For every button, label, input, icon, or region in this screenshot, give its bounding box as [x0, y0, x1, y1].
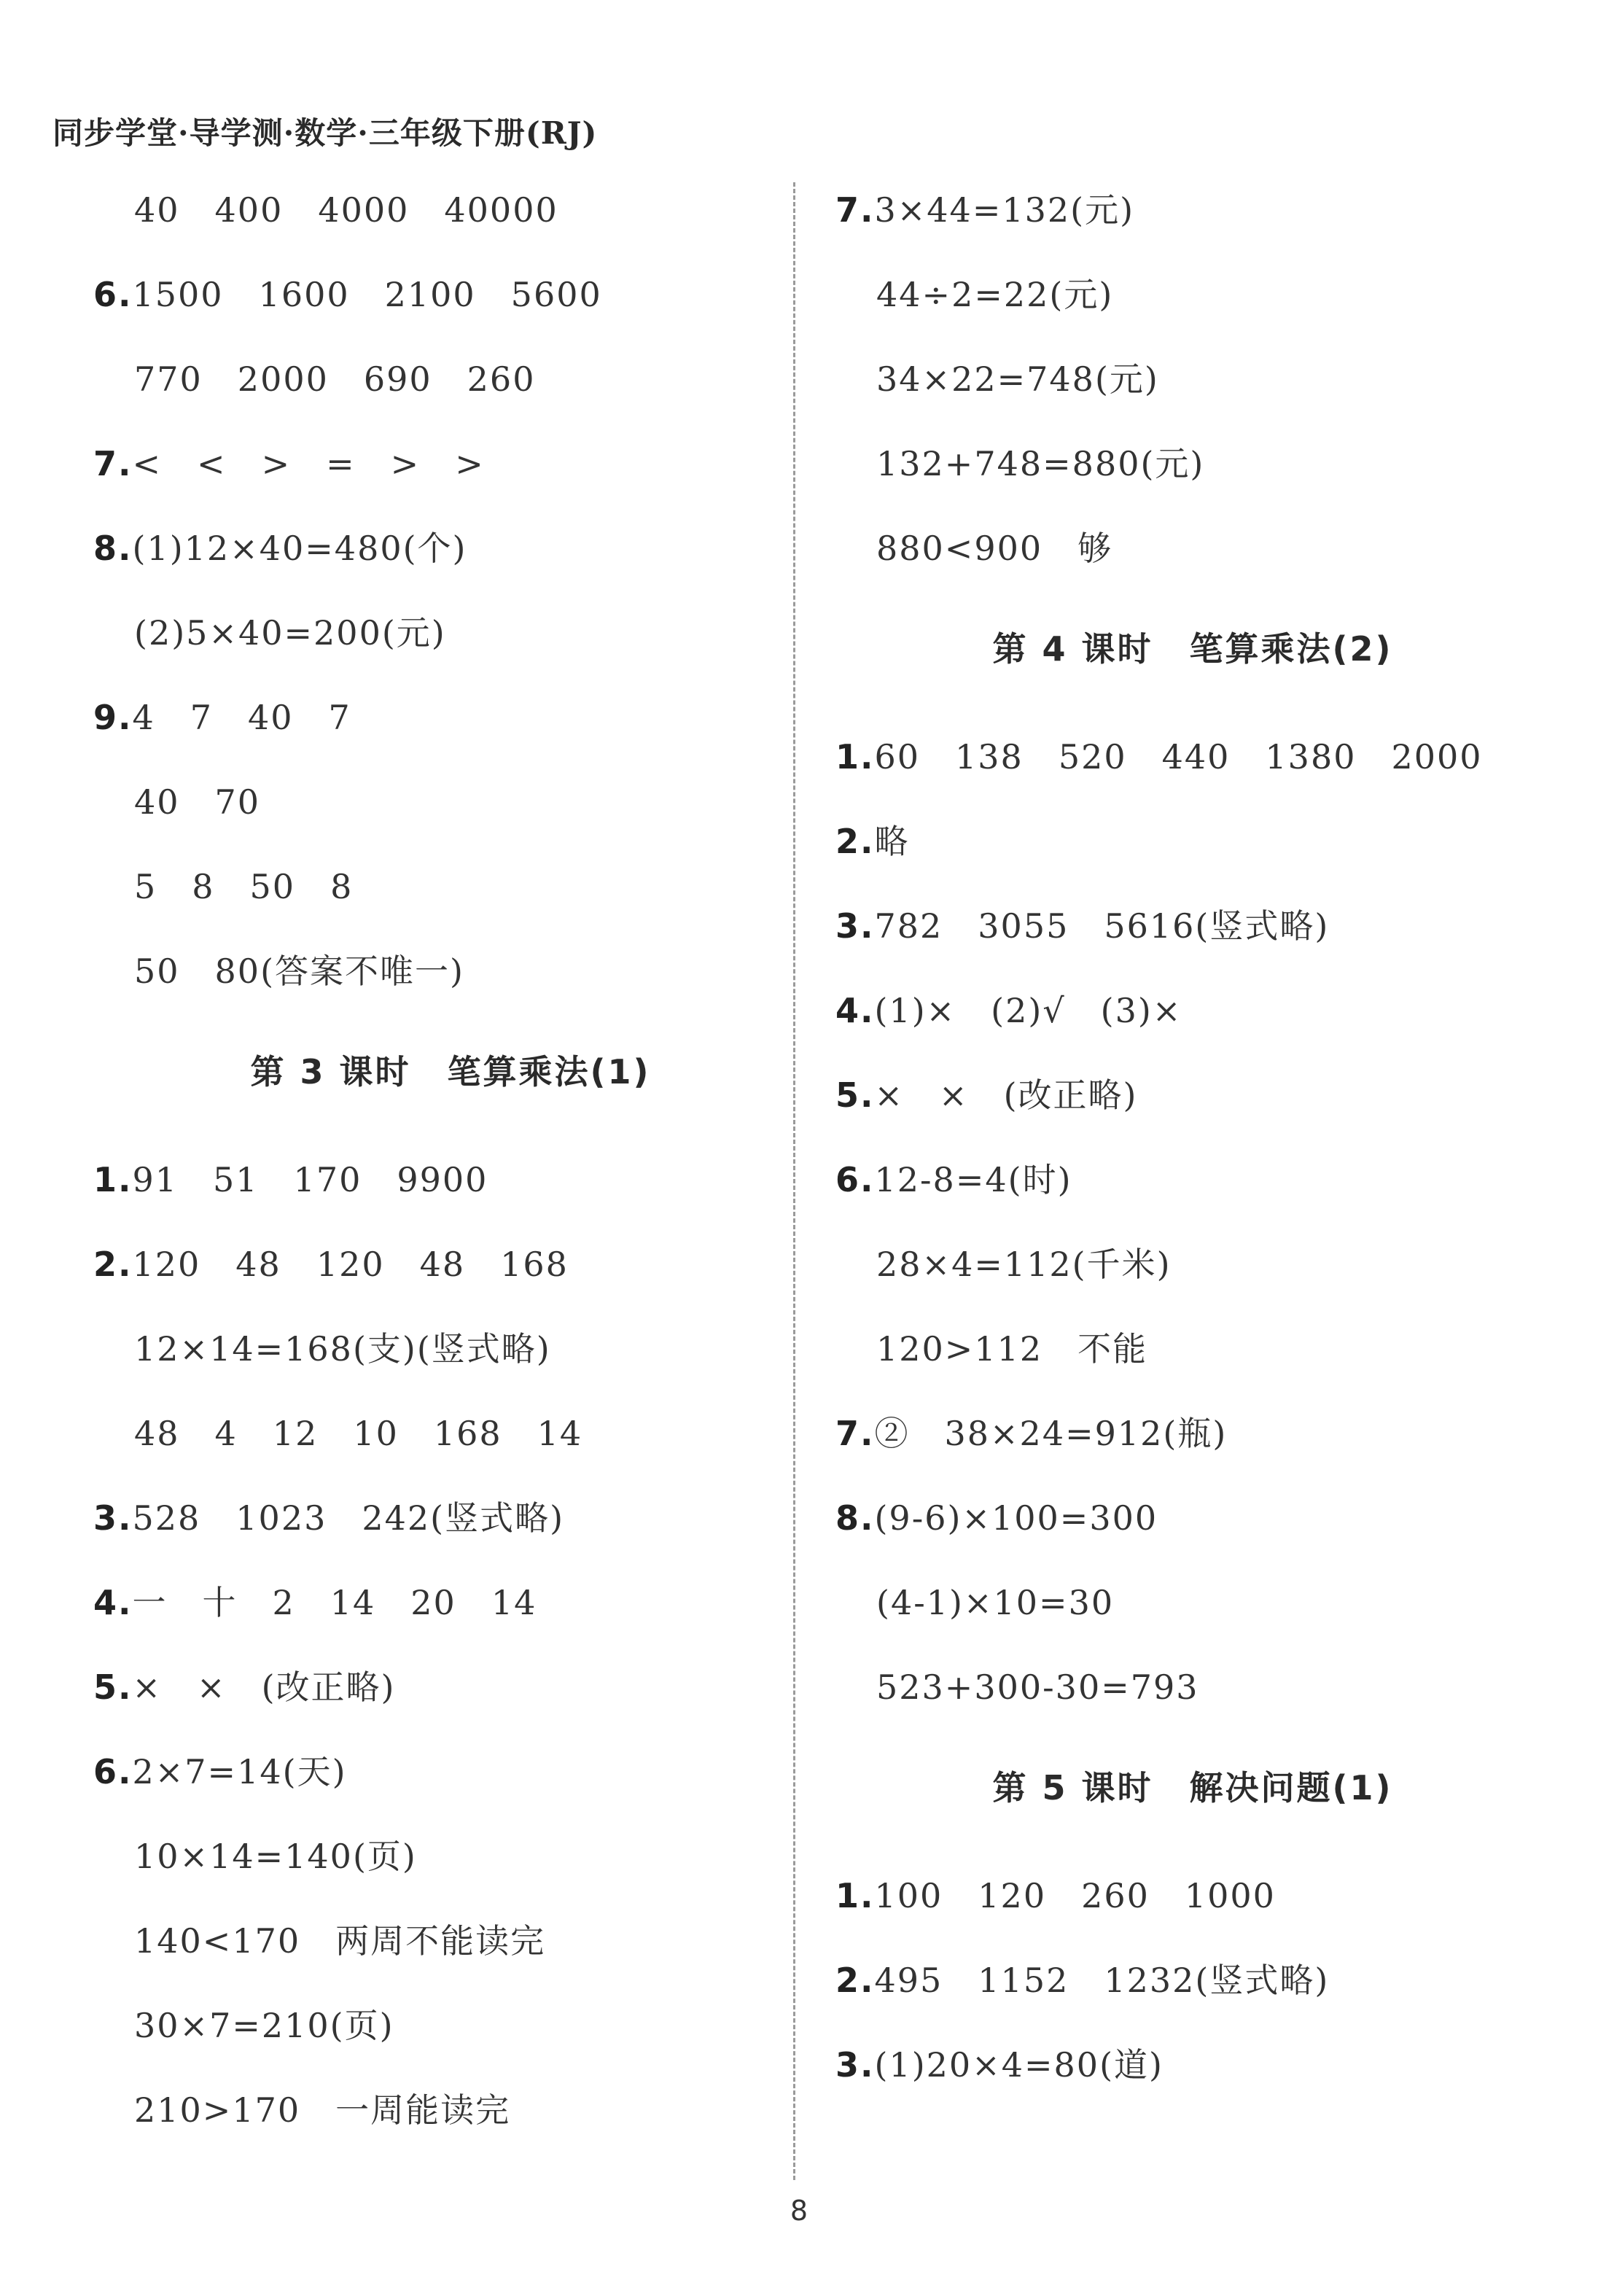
- section-title: 笔算乘法(1): [447, 1052, 651, 1091]
- answer-text: 91 51 170 9900: [132, 1160, 488, 1199]
- answer-text: 40 400 4000 40000: [134, 190, 558, 230]
- answer-line: [93, 1814, 808, 1899]
- answer-text: 528 1023 242(竖式略): [132, 1498, 565, 1538]
- answer-line: [93, 1983, 808, 2068]
- answer-line: [835, 1560, 1550, 1645]
- answer-text: 495 1152 1232(竖式略): [874, 1961, 1330, 2000]
- question-number: 9.: [93, 698, 133, 737]
- answer-line: [835, 715, 1550, 799]
- answer-line: [93, 1391, 808, 1476]
- right-column: [835, 168, 1550, 2107]
- question-number: 1.: [93, 1160, 133, 1199]
- answer-line: [835, 337, 1550, 421]
- answer-text: 523+300-30=793: [876, 1667, 1199, 1707]
- answer-text: 140<170 两周不能读完: [134, 1921, 546, 1961]
- answer-line: [835, 884, 1550, 968]
- answer-line: [835, 2023, 1550, 2107]
- answer-line: [835, 1853, 1550, 1938]
- answer-line: [93, 760, 808, 844]
- answer-text: 40 70: [134, 782, 261, 822]
- answer-text: 1500 1600 2100 5600: [132, 275, 602, 314]
- question-number: 6.: [835, 1160, 875, 1199]
- question-number: 2.: [93, 1245, 133, 1284]
- answer-line: [93, 2068, 808, 2152]
- question-number: 3.: [93, 1498, 133, 1538]
- answer-line: [93, 1307, 808, 1391]
- answer-text: 132+748=880(元): [876, 444, 1205, 483]
- answer-text: 880<900 够: [876, 529, 1113, 568]
- answer-text: 4 7 40 7: [132, 698, 351, 737]
- answer-text: (1)× (2)√ (3)×: [874, 991, 1182, 1030]
- answer-text: 一 十 2 14 20 14: [132, 1583, 537, 1622]
- section-lesson: 第 4 课时: [992, 629, 1153, 669]
- answer-text: (4-1)×10=30: [876, 1583, 1115, 1622]
- answer-text: × × (改正略): [132, 1667, 396, 1707]
- answer-text: 10×14=140(页): [134, 1837, 417, 1876]
- answer-line: [93, 1476, 808, 1560]
- answer-text: 210>170 一周能读完: [134, 2090, 511, 2130]
- left-column: [93, 168, 808, 2152]
- question-number: 7.: [93, 444, 133, 483]
- answer-text: 5 8 50 8: [134, 867, 354, 906]
- section-heading-lesson-3: [93, 1013, 808, 1137]
- answer-line: [835, 421, 1550, 506]
- answer-line: [93, 1137, 808, 1222]
- answer-line: [835, 1391, 1550, 1476]
- answer-line: [93, 1899, 808, 1983]
- right-answer-list: [835, 168, 1550, 591]
- question-number: 4.: [835, 991, 875, 1030]
- answer-text: 30×7=210(页): [134, 2006, 394, 2045]
- answer-text: (1)20×4=80(道): [874, 2045, 1164, 2085]
- answer-text: 120>112 不能: [876, 1329, 1148, 1369]
- answer-line: [835, 1053, 1550, 1137]
- question-number: 5.: [835, 1075, 875, 1115]
- answer-line: [835, 1222, 1550, 1307]
- left-answer-list: [93, 168, 808, 1013]
- answer-line: [93, 337, 808, 421]
- question-number: 7.: [835, 190, 875, 230]
- section-heading-lesson-4: [835, 591, 1550, 715]
- question-number: 3.: [835, 906, 875, 946]
- answer-text: 略: [874, 822, 910, 861]
- answer-text: 28×4=112(千米): [876, 1245, 1172, 1284]
- right-answer-list-3: [835, 1853, 1550, 2107]
- answer-line: [835, 1938, 1550, 2023]
- section-lesson: 第 3 课时: [250, 1052, 411, 1091]
- answer-line: [835, 1137, 1550, 1222]
- section-heading-lesson-5: [835, 1729, 1550, 1853]
- answer-line: [93, 1729, 808, 1814]
- question-number: 5.: [93, 1667, 133, 1707]
- answer-text: 782 3055 5616(竖式略): [874, 906, 1330, 946]
- answer-text: ② 38×24=912(瓶): [874, 1414, 1228, 1453]
- answer-text: 48 4 12 10 168 14: [134, 1414, 583, 1453]
- answer-line: [835, 1645, 1550, 1729]
- question-number: 2.: [835, 1961, 875, 2000]
- answer-line: [835, 968, 1550, 1053]
- answer-line: [93, 506, 808, 591]
- left-answer-list-2: [93, 1137, 808, 2152]
- answer-line: [835, 1476, 1550, 1560]
- answer-text: 12-8=4(时): [874, 1160, 1072, 1199]
- section-title: 笔算乘法(2): [1189, 629, 1393, 669]
- question-number: 1.: [835, 737, 875, 777]
- answer-text: 770 2000 690 260: [134, 359, 536, 399]
- answer-text: 12×14=168(支)(竖式略): [134, 1329, 551, 1369]
- answer-line: [93, 252, 808, 337]
- section-lesson: 第 5 课时: [992, 1768, 1153, 1807]
- question-number: 7.: [835, 1414, 875, 1453]
- answer-text: 3×44=132(元): [874, 190, 1135, 230]
- answer-text: 44÷2=22(元): [876, 275, 1114, 314]
- answer-text: 34×22=748(元): [876, 359, 1159, 399]
- question-number: 2.: [835, 822, 875, 861]
- answer-line: [93, 929, 808, 1013]
- right-answer-list-2: [835, 715, 1550, 1729]
- answer-line: [835, 799, 1550, 884]
- answer-line: [835, 252, 1550, 337]
- page-number: 8: [790, 2195, 808, 2227]
- answer-text: 50 80(答案不唯一): [134, 952, 464, 991]
- answer-line: [835, 506, 1550, 591]
- question-number: 3.: [835, 2045, 875, 2085]
- question-number: 6.: [93, 1752, 133, 1791]
- question-number: 1.: [835, 1876, 875, 1915]
- question-number: 8.: [835, 1498, 875, 1538]
- answer-line: [93, 675, 808, 760]
- answer-line: [93, 1645, 808, 1729]
- answer-text: (2)5×40=200(元): [134, 613, 446, 653]
- answer-text: (1)12×40=480(个): [132, 529, 467, 568]
- question-number: 8.: [93, 529, 133, 568]
- answer-text: 2×7=14(天): [132, 1752, 347, 1791]
- question-number: 4.: [93, 1583, 133, 1622]
- answer-line: [835, 168, 1550, 252]
- answer-text: (9-6)×100=300: [874, 1498, 1158, 1538]
- answer-text: 120 48 120 48 168: [132, 1245, 569, 1284]
- answer-line: [835, 1307, 1550, 1391]
- answer-line: [93, 421, 808, 506]
- answer-line: [93, 591, 808, 675]
- answer-line: [93, 1560, 808, 1645]
- page-header: 同步学堂·导学测·数学·三年级下册(RJ): [52, 115, 598, 151]
- answer-text: < < > = > >: [132, 444, 485, 483]
- answer-line: [93, 844, 808, 929]
- answer-line: [93, 1222, 808, 1307]
- answer-text: 60 138 520 440 1380 2000: [874, 737, 1483, 777]
- section-title: 解决问题(1): [1189, 1768, 1393, 1807]
- answer-text: × × (改正略): [874, 1075, 1138, 1115]
- answer-text: 100 120 260 1000: [874, 1876, 1276, 1915]
- question-number: 6.: [93, 275, 133, 314]
- answer-line: [93, 168, 808, 252]
